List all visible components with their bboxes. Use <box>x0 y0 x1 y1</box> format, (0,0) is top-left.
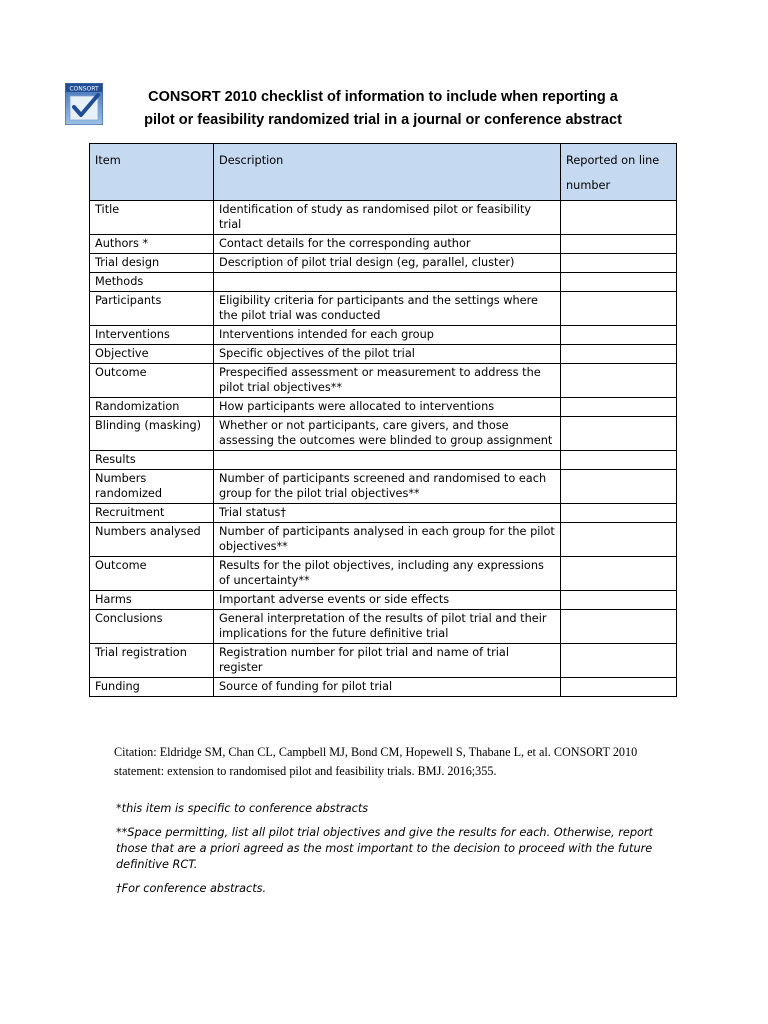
table-row <box>90 273 677 292</box>
line-number-cell <box>561 504 677 523</box>
line-number-cell <box>561 345 677 364</box>
table-row <box>90 678 677 697</box>
item-cell: Numbers analysed <box>90 523 214 557</box>
table-header-row <box>90 144 677 201</box>
item-cell: Outcome <box>90 364 214 398</box>
description-cell: How participants were allocated to interventions <box>214 398 561 417</box>
description-cell: Identification of study as randomised pilot or feasibility trial <box>214 201 561 235</box>
line-number-cell <box>561 254 677 273</box>
line-number-cell <box>561 451 677 470</box>
item-cell: Blinding (masking) <box>90 417 214 451</box>
line-number-cell <box>561 557 677 591</box>
description-cell: General interpretation of the results of pilot trial and their implications for the future definitive trial <box>214 610 561 644</box>
line-number-cell <box>561 470 677 504</box>
table-row <box>90 326 677 345</box>
item-cell: Numbers randomized <box>90 470 214 504</box>
item-cell: Funding <box>90 678 214 697</box>
title-line-1: CONSORT 2010 checklist of information to include when reporting a <box>148 89 618 105</box>
description-cell <box>214 451 561 470</box>
consort-logo <box>65 83 103 125</box>
description-cell: Eligibility criteria for participants and the settings where the pilot trial was conducted <box>214 292 561 326</box>
header-reported: Reported on line number <box>561 144 677 201</box>
item-cell: Outcome <box>90 557 214 591</box>
description-cell: Number of participants screened and randomised to each group for the pilot trial objectives** <box>214 470 561 504</box>
table-row <box>90 398 677 417</box>
item-cell: Authors * <box>90 235 214 254</box>
description-cell: Whether or not participants, care givers, and those assessing the outcomes were blinded to group assignment <box>214 417 561 451</box>
item-cell: Results <box>90 451 214 470</box>
item-cell: Trial registration <box>90 644 214 678</box>
footnote-conference-abstract: *this item is specific to conference abstracts <box>116 802 369 815</box>
item-cell: Methods <box>90 273 214 292</box>
description-cell <box>214 273 561 292</box>
table-row <box>90 201 677 235</box>
description-cell: Trial status† <box>214 504 561 523</box>
description-cell: Contact details for the corresponding author <box>214 235 561 254</box>
footnotes <box>116 801 656 905</box>
line-number-cell <box>561 326 677 345</box>
table-row <box>90 470 677 504</box>
table-row <box>90 644 677 678</box>
line-number-cell <box>561 610 677 644</box>
line-number-cell <box>561 235 677 254</box>
table-row <box>90 254 677 273</box>
header-description: Description <box>214 144 561 201</box>
description-cell: Important adverse events or side effects <box>214 591 561 610</box>
table-row <box>90 557 677 591</box>
table-row <box>90 591 677 610</box>
item-cell: Randomization <box>90 398 214 417</box>
item-cell: Recruitment <box>90 504 214 523</box>
description-cell: Registration number for pilot trial and name of trial register <box>214 644 561 678</box>
line-number-cell <box>561 678 677 697</box>
item-cell: Participants <box>90 292 214 326</box>
table-row <box>90 364 677 398</box>
table-row <box>90 523 677 557</box>
item-cell: Harms <box>90 591 214 610</box>
consort-checkmark-icon <box>65 83 103 125</box>
description-cell: Description of pilot trial design (eg, parallel, cluster) <box>214 254 561 273</box>
footnote-objectives-end: definitive RCT. <box>116 858 198 871</box>
footnote-objectives <box>116 825 656 873</box>
line-number-cell <box>561 273 677 292</box>
line-number-cell <box>561 398 677 417</box>
line-number-cell <box>561 644 677 678</box>
item-cell: Interventions <box>90 326 214 345</box>
description-cell: Number of participants analysed in each group for the pilot objectives** <box>214 523 561 557</box>
table-row <box>90 417 677 451</box>
item-cell: Conclusions <box>90 610 214 644</box>
line-number-cell <box>561 364 677 398</box>
table-row <box>90 610 677 644</box>
description-cell: Source of funding for pilot trial <box>214 678 561 697</box>
description-cell: Prespecified assessment or measurement to address the pilot trial objectives** <box>214 364 561 398</box>
description-cell: Interventions intended for each group <box>214 326 561 345</box>
description-cell: Specific objectives of the pilot trial <box>214 345 561 364</box>
header-item: Item <box>90 144 214 201</box>
line-number-cell <box>561 292 677 326</box>
line-number-cell <box>561 201 677 235</box>
table-row <box>90 292 677 326</box>
footnote-objectives-text: **Space permitting, list all pilot trial objectives and give the results for each. Otherwise, report those that are a priori agreed as the most important to the decision to proceed with the future <box>116 826 653 855</box>
line-number-cell <box>561 417 677 451</box>
table-row <box>90 504 677 523</box>
citation: Citation: Eldridge SM, Chan CL, Campbell MJ, Bond CM, Hopewell S, Thabane L, et al. CONSORT 2010 statement: extension to randomised pilot and feasibility trials. BMJ. 2016;355. <box>114 745 638 778</box>
line-number-cell <box>561 591 677 610</box>
logo-text: CONSORT <box>69 85 99 93</box>
item-cell: Trial design <box>90 254 214 273</box>
page-title <box>118 86 648 132</box>
item-cell: Title <box>90 201 214 235</box>
table-row <box>90 345 677 364</box>
table-row <box>90 451 677 470</box>
checklist-table <box>89 143 677 697</box>
description-cell: Results for the pilot objectives, including any expressions of uncertainty** <box>214 557 561 591</box>
title-line-2: pilot or feasibility randomized trial in a journal or conference abstract <box>144 112 622 128</box>
line-number-cell <box>561 523 677 557</box>
footnote-dagger: †For conference abstracts. <box>116 882 267 895</box>
item-cell: Objective <box>90 345 214 364</box>
table-row <box>90 235 677 254</box>
